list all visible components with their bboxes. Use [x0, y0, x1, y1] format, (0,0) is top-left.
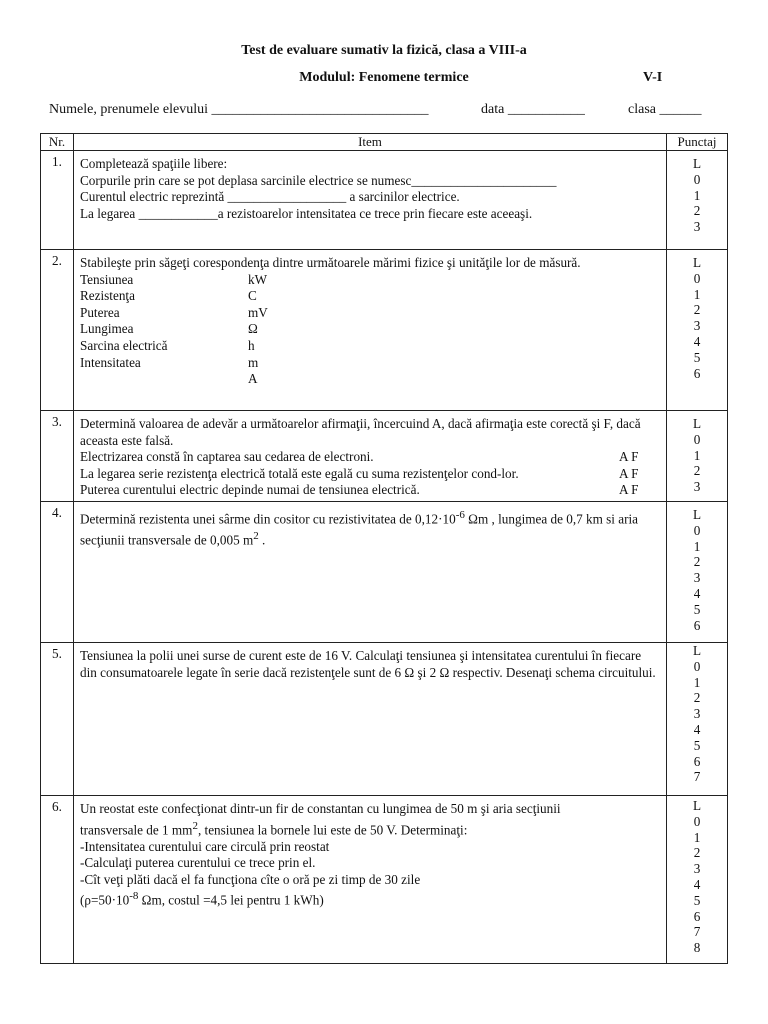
- item-line: Completează spaţiile libere:: [80, 156, 228, 171]
- points-value: 3: [693, 570, 701, 586]
- points-value: 2: [693, 203, 701, 219]
- points-value: 2: [693, 845, 701, 861]
- points-value: 3: [693, 219, 701, 235]
- points-value: 7: [693, 769, 701, 785]
- points-value: 8: [693, 940, 701, 956]
- exponent: 2: [192, 819, 198, 832]
- items-table: [40, 133, 728, 964]
- points-list: [667, 411, 728, 502]
- points-list: [667, 643, 728, 796]
- points-value: 0: [693, 270, 701, 286]
- quantity: Sarcina electrică: [80, 337, 168, 353]
- item-content: [74, 502, 667, 643]
- item-text: Tensiunea la polii unei surse de curent este de 16 V. Calculaţi tensiunea şi intensitatea curentului în fiecare din consumatoarele legate în serie dacă rezistenţele sunt de 6 Ω şi 2 Ω respectiv. Desenaţi schema circuitului.: [80, 648, 656, 680]
- item-content: [74, 643, 667, 796]
- statement-text: Electrizarea constă în captarea sau cedarea de electroni.: [80, 449, 374, 465]
- table-row: [41, 151, 728, 250]
- true-false-choice[interactable]: A F: [619, 449, 639, 465]
- item-intro: Stabileşte prin săgeţi corespondenţa dintre următoarele mărimi fizice şi unităţile lor de măsură.: [80, 255, 581, 270]
- item-number: 3.: [41, 411, 74, 502]
- item-line: Corpurile prin care se pot deplasa sarcinile electrice se numesc______________________: [80, 172, 557, 188]
- exponent: -6: [455, 509, 465, 521]
- points-value: 3: [693, 318, 701, 334]
- item-content: [74, 250, 667, 411]
- match-row: [80, 338, 660, 355]
- table-row: [41, 250, 728, 411]
- points-value: 1: [693, 538, 701, 554]
- unit: mV: [248, 304, 268, 320]
- unit: h: [248, 337, 255, 353]
- item-line: -Calculaţi puterea curentului ce trece prin el.: [80, 855, 316, 871]
- text-part: transversale de 1 mm: [80, 821, 193, 837]
- points-list: [667, 796, 728, 964]
- table-row: [41, 796, 728, 964]
- true-false-choice[interactable]: A F: [619, 482, 639, 498]
- match-row: [80, 288, 660, 305]
- points-value: 4: [693, 876, 701, 892]
- table-row: [41, 411, 728, 502]
- quantity: Lungimea: [80, 321, 134, 337]
- item-line: Un reostat este confecţionat dintr-un fir de constantan cu lungimea de 50 m şi aria secţiunii: [80, 801, 561, 816]
- points-value: 1: [693, 447, 701, 463]
- points-value: 2: [693, 554, 701, 570]
- unit: C: [248, 288, 257, 304]
- header-nr: Nr.: [41, 134, 74, 151]
- test-title: Test de evaluare sumativ la fizică, clasa a VIII-a: [241, 43, 527, 58]
- points-list: [667, 151, 728, 250]
- points-list: [667, 502, 728, 643]
- item-line: [80, 818, 660, 839]
- points-value: L: [692, 255, 702, 270]
- points-value: 0: [693, 813, 701, 829]
- statement-row: [80, 449, 660, 466]
- item-line: -Intensitatea curentului care circulă prin reostat: [80, 838, 330, 854]
- points-value: L: [692, 156, 702, 171]
- points-value: 6: [693, 908, 701, 924]
- item-line: La legarea ____________a rezistoarelor intensitatea ce trece prin fiecare este aceeaşi.: [80, 205, 533, 221]
- exponent: -8: [129, 890, 139, 903]
- match-row: [80, 272, 660, 289]
- statement-row: [80, 466, 660, 483]
- table-header-row: [41, 134, 728, 151]
- item-intro: Determină valoarea de adevăr a următoarelor afirmaţii, încercuind A, dacă afirmaţia este corectă şi F, dacă aceasta este falsă.: [80, 416, 641, 448]
- match-row: [80, 371, 660, 388]
- points-value: 0: [693, 658, 701, 674]
- module-title: Modulul: Fenomene termice: [299, 70, 469, 85]
- text-part: .: [258, 532, 266, 548]
- header-item: Item: [74, 134, 667, 151]
- statement-text: La legarea serie rezistenţa electrică totală este egală cu suma rezistenţelor cond-lor.: [80, 465, 519, 481]
- points-value: 0: [693, 431, 701, 447]
- points-value: 5: [693, 892, 701, 908]
- unit: Ω: [248, 321, 258, 337]
- points-value: 1: [693, 829, 701, 845]
- points-value: L: [692, 507, 702, 522]
- true-false-choice[interactable]: A F: [619, 465, 639, 481]
- points-value: L: [692, 416, 702, 431]
- item-number: 1.: [41, 151, 74, 250]
- points-value: 4: [693, 585, 701, 601]
- quantity: Tensiunea: [80, 271, 134, 287]
- quantity: Intensitatea: [80, 354, 141, 370]
- item-text: [80, 507, 660, 549]
- item-line: [80, 888, 660, 909]
- match-row: [80, 305, 660, 322]
- item-content: [74, 411, 667, 502]
- points-value: 5: [693, 601, 701, 617]
- table-row: [41, 643, 728, 796]
- points-value: 2: [693, 690, 701, 706]
- points-value: 0: [693, 522, 701, 538]
- item-content: [74, 796, 667, 964]
- item-line: -Cît veţi plăti dacă el fa funcţiona cîte o oră pe zi timp de 30 zile: [80, 871, 421, 887]
- points-value: 0: [693, 171, 701, 187]
- statement-row: [80, 482, 660, 499]
- points-value: 1: [693, 286, 701, 302]
- student-name-field[interactable]: Numele, prenumele elevului _______________________________: [49, 102, 429, 117]
- unit: m: [248, 354, 259, 370]
- points-list: [667, 250, 728, 411]
- item-number: 5.: [41, 643, 74, 796]
- points-value: 6: [693, 753, 701, 769]
- points-value: 1: [693, 674, 701, 690]
- points-value: 3: [693, 861, 701, 877]
- item-content: [74, 151, 667, 250]
- quantity: Rezistenţa: [80, 288, 135, 304]
- statement-text: Puterea curentului electric depinde numai de tensiunea electrică.: [80, 482, 420, 498]
- match-row: [80, 321, 660, 338]
- item-number: 2.: [41, 250, 74, 411]
- points-value: 6: [693, 617, 701, 633]
- text-part: (ρ=50·10: [80, 892, 130, 908]
- points-value: 5: [693, 349, 701, 365]
- item-number: 4.: [41, 502, 74, 643]
- points-value: 7: [693, 924, 701, 940]
- points-value: 2: [693, 302, 701, 318]
- points-value: 4: [693, 721, 701, 737]
- points-value: 2: [693, 463, 701, 479]
- item-number: 6.: [41, 796, 74, 964]
- unit: kW: [248, 271, 268, 287]
- points-value: 3: [693, 479, 701, 495]
- points-value: 6: [693, 365, 701, 381]
- text-part: Ωm , lungimea de 0,7 km si aria secţiunii transversale de 0,005 m: [80, 511, 639, 548]
- unit: A: [248, 371, 258, 387]
- text-part: Determină rezistenta unei sârme din cositor cu rezistivitatea de 0,12·10: [80, 511, 456, 527]
- item-line: Curentul electric reprezintă __________________ a sarcinilor electrice.: [80, 189, 460, 205]
- date-field[interactable]: data ___________: [481, 102, 585, 117]
- text-part: , tensiunea la bornele lui este de 50 V. Determinaţi:: [197, 821, 468, 837]
- header-points: Punctaj: [667, 134, 728, 151]
- points-value: 3: [693, 706, 701, 722]
- exponent: 2: [253, 529, 259, 542]
- quantity: Puterea: [80, 304, 120, 320]
- points-value: L: [692, 643, 702, 658]
- variant-label: V-I: [643, 70, 663, 85]
- table-row: [41, 502, 728, 643]
- class-field[interactable]: clasa ______: [628, 102, 702, 117]
- points-value: 1: [693, 187, 701, 203]
- match-row: [80, 355, 660, 372]
- points-value: 5: [693, 737, 701, 753]
- points-value: L: [692, 798, 702, 813]
- points-value: 4: [693, 333, 701, 349]
- text-part: Ωm, costul =4,5 lei pentru 1 kWh): [138, 892, 324, 908]
